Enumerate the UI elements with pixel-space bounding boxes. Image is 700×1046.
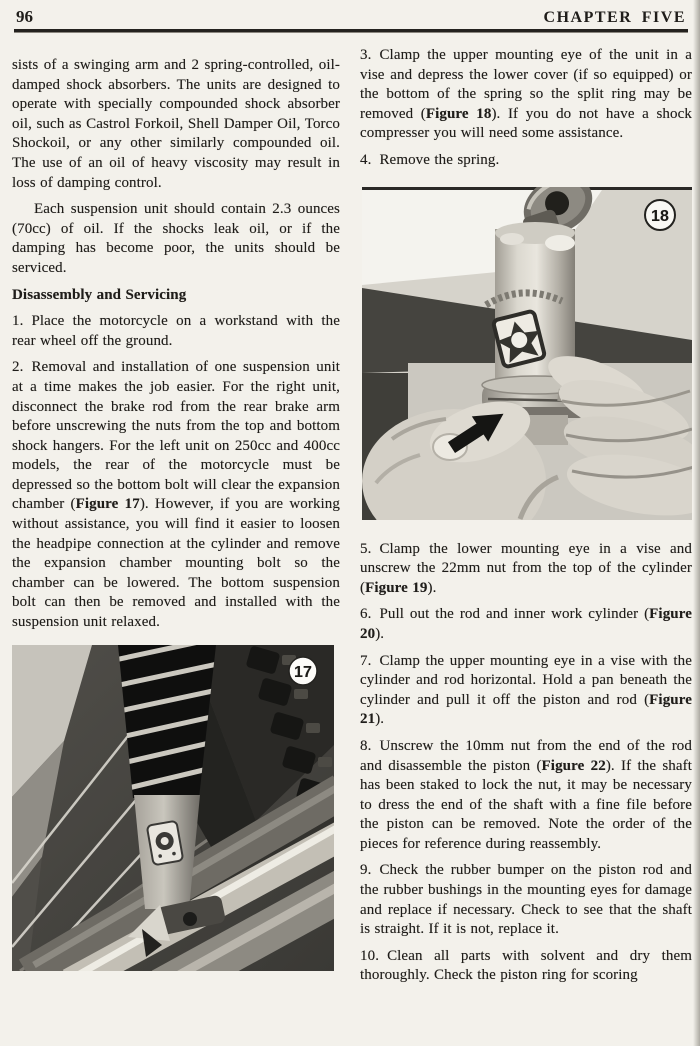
step-paragraph (360, 540, 692, 599)
figure-17-number: 17 (294, 663, 312, 681)
header-rule (14, 29, 688, 33)
step-number: 6. (360, 606, 372, 623)
step-paragraph (12, 358, 340, 632)
step-number: 8. (360, 737, 372, 754)
step-paragraph (360, 652, 692, 730)
right-steps-bottom (360, 540, 692, 986)
figure-17-photo (12, 645, 340, 971)
photo-top-edge (362, 187, 692, 190)
figure-18-badge (645, 200, 675, 230)
figure-reference: Figure 22 (541, 757, 606, 774)
figure-reference: Figure 19 (365, 579, 428, 596)
step-text: ). However, if you are working without assistance, you will find it easier to loosen the headpipe connection at the cylinder and remove the expansion chamber mounting bolt so the chamber can be lowered. The bottom suspension bolt can then be removed and installed with the suspension unit relaxed. (12, 496, 341, 631)
step-text: ). If the shaft has been staked to lock the nut, it may be necessary to dress the end of the shaft with a fine file before the piston can be removed. Note the order of the pieces for reference during reassembly. (360, 757, 692, 852)
paragraph-oil-types: sists of a swinging arm and 2 spring-controlled, oil-damped shock absorbers. The units are designed to operate with specially compounded shock absorber oil, such as Castrol Forkoil, Shell Damper Oil, Torco Shockoil, or any other similarly compounded oil. The use of an oil of heavy viscosity may result in loss of damping control. (12, 57, 340, 191)
step-text: Unscrew the 10mm nut from the end of the rod and disassemble the piston ( (360, 737, 692, 774)
section-heading: Disassembly and Servicing (12, 286, 187, 303)
figure-reference: Figure 18 (425, 105, 492, 122)
chapter-title: CHAPTER FIVE (543, 9, 686, 26)
step-text: Pull out the rod and inner work cylinder ( (379, 606, 650, 623)
step-text: Clamp the upper mounting eye of the unit in a vise and depress the lower cover (if so equipped) or the bottom of the spring so the split ring may be removed ( (360, 47, 692, 122)
paragraph-oil-capacity: Each suspension unit should contain 2.3 ounces (70cc) of oil. If the shocks leak oil, or if the damping has become poor, the units should be serviced. (12, 201, 340, 276)
left-column (12, 56, 340, 981)
left-steps (12, 312, 340, 633)
step-text: Check the rubber bumper on the piston rod and the rubber bushings in the mounting eyes for damage and replace if necessary. Check to see that the shaft is straight. If it is not, replace it. (360, 862, 692, 938)
step-text: Clamp the lower mounting eye in a vise and unscrew the 22mm nut from the top of the cylinder ( (360, 540, 692, 596)
figure-17-illustration (12, 645, 334, 971)
step-text: ). (375, 711, 385, 728)
page-edge-shadow (693, 0, 700, 1046)
step-text: ). (375, 625, 385, 642)
step-paragraph (360, 151, 692, 171)
step-text: Clean all parts with solvent and dry them thoroughly. Check the piston ring for scoring (360, 947, 692, 984)
step-number: 5. (360, 540, 372, 557)
right-steps-top (360, 46, 692, 171)
step-text: Removal and installation of one suspension unit at a time makes the job easier. For the right unit, disconnect the brake rod from the rear brake arm before unscrewing the nuts from the top and bottom shock hangers. For the left unit on 250cc and 400cc models, the rear of the motorcycle must be depressed so the bottom bolt will clear the expansion chamber ( (12, 359, 340, 513)
step-text: ). If you do not have a shock compresser you will need some assistance. (360, 105, 692, 142)
step-number: 9. (360, 862, 372, 879)
page-header (16, 7, 686, 27)
step-paragraph (360, 947, 692, 986)
page-number: 96 (16, 7, 33, 26)
step-text: Clamp the upper mounting eye in a vise with the cylinder and rod horizontal. Hold a pan beneath the cylinder and pull it off the piston and rod ( (360, 652, 692, 708)
figure-reference: Figure 21 (360, 691, 692, 728)
step-paragraph (360, 605, 692, 644)
step-paragraph (360, 46, 692, 144)
step-number: 3. (360, 47, 372, 63)
figure-17-badge (289, 657, 317, 685)
step-number: 2. (12, 359, 24, 376)
step-number: 7. (360, 652, 372, 669)
figure-18-photo (362, 187, 692, 520)
step-number: 10. (360, 947, 380, 964)
step-number: 1. (12, 313, 24, 330)
shock-lower-body (134, 795, 200, 909)
step-text: Place the motorcycle on a workstand with the rear wheel off the ground. (12, 313, 340, 349)
step-text: Remove the spring. (379, 151, 500, 168)
step-text: ). (427, 579, 437, 596)
figure-18-illustration (362, 187, 692, 520)
figure-reference: Figure 20 (360, 606, 692, 642)
step-number: 4. (360, 151, 372, 168)
step-paragraph (12, 312, 340, 351)
figure-reference: Figure 17 (75, 496, 140, 513)
figure-18-number: 18 (651, 207, 669, 225)
right-column (360, 46, 692, 993)
step-paragraph (360, 737, 692, 855)
step-paragraph (360, 861, 692, 939)
